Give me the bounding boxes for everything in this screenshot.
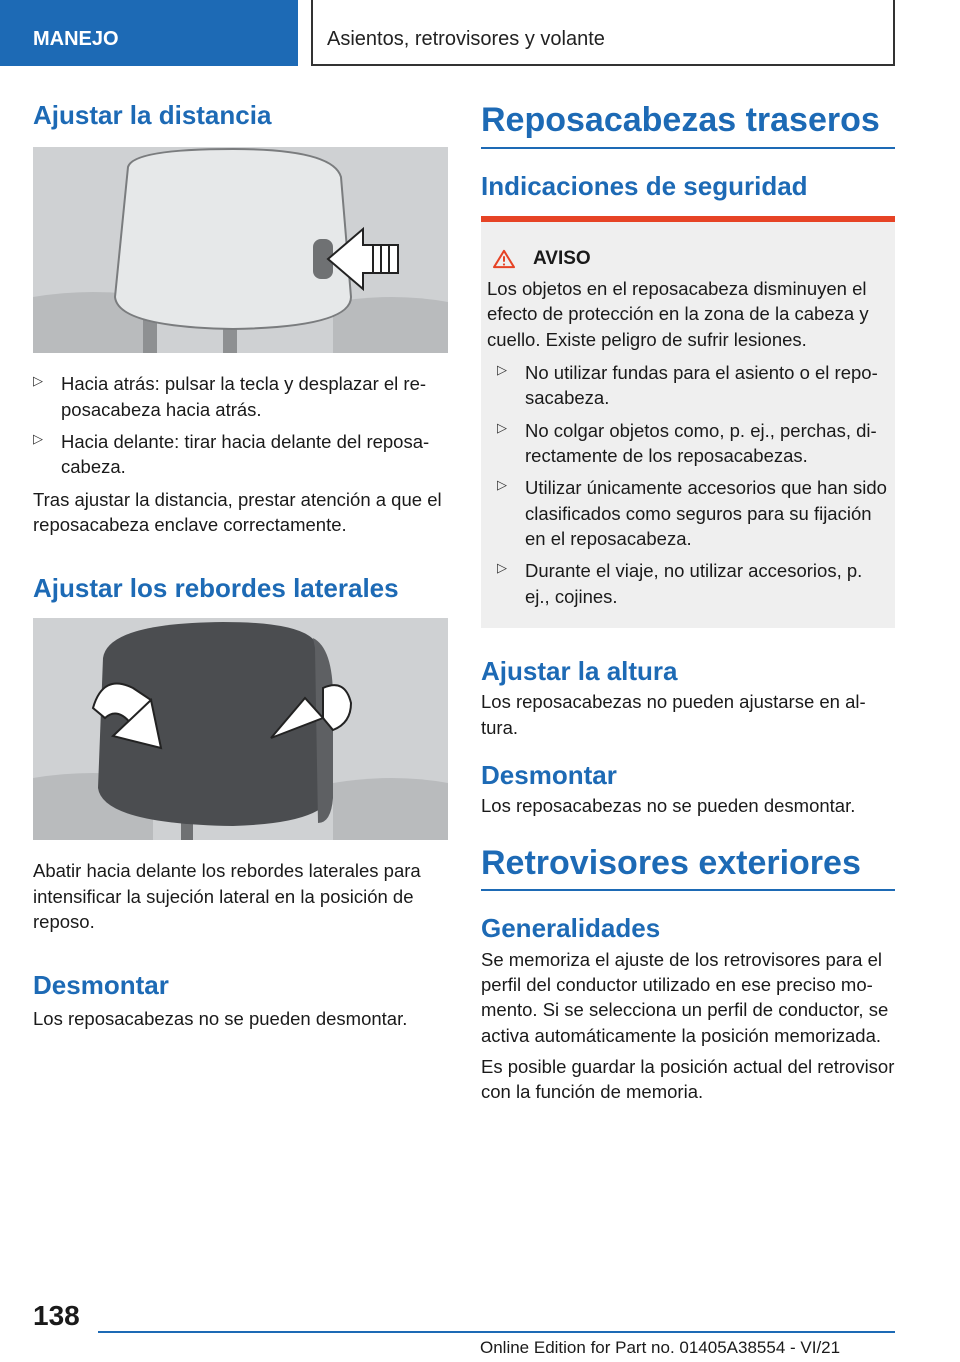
warning-triangle-icon bbox=[491, 249, 517, 269]
general-text-2: Es posible guardar la posición actual del retrovisor con la función de memoria. bbox=[481, 1055, 895, 1103]
remove-heading-right: Desmontar bbox=[481, 759, 617, 790]
triangle-bullet-icon: ▷ bbox=[497, 560, 507, 576]
triangle-bullet-icon: ▷ bbox=[497, 477, 507, 493]
height-heading: Ajustar la altura bbox=[481, 656, 678, 687]
headrest-sides-illustration bbox=[33, 618, 448, 840]
remove-heading-left: Desmontar bbox=[33, 970, 169, 1001]
headrest-distance-illustration bbox=[33, 147, 448, 353]
rear-headrests-title: Reposacabezas traseros bbox=[481, 100, 895, 149]
safety-heading: Indicaciones de seguridad bbox=[481, 170, 808, 201]
list-item: ▷ Hacia atrás: pulsar la tecla y desplazar el reposacabeza hacia atrás. bbox=[33, 373, 427, 420]
footer-rule bbox=[98, 1331, 895, 1333]
height-text: Los reposacabezas no pueden ajustarse en altura. bbox=[481, 691, 866, 738]
warning-box bbox=[481, 216, 895, 628]
mirrors-title: Retrovisores exteriores bbox=[481, 843, 895, 892]
list-item: ▷ Hacia delante: tirar hacia delante del reposacabeza. bbox=[33, 430, 430, 478]
warning-text: Los objetos en el reposacabeza disminuyen el efecto de protección en la zona de la cabeza y cuello. Existe peligro de sufrir lesiones. bbox=[487, 277, 869, 350]
distance-list bbox=[33, 371, 448, 479]
list-item: ▷ No colgar objetos como, p. ej., perchas, directamente de los reposacabezas. bbox=[497, 419, 877, 467]
warning-title bbox=[487, 248, 887, 270]
triangle-bullet-icon: ▷ bbox=[33, 430, 43, 446]
page-number: 138 bbox=[33, 1300, 80, 1331]
remove-text-left: Los reposacabezas no se pueden desmontar. bbox=[33, 1007, 408, 1029]
remove-text-right: Los reposacabezas no se pueden desmontar. bbox=[481, 795, 856, 817]
chapter-title: Asientos, retrovisores y volante bbox=[311, 0, 895, 66]
triangle-bullet-icon: ▷ bbox=[497, 419, 507, 435]
distance-text: Tras ajustar la distancia, prestar atención a que el reposacabeza enclave correctamente. bbox=[33, 488, 442, 535]
triangle-bullet-icon: ▷ bbox=[497, 362, 507, 378]
right-column bbox=[481, 100, 895, 1109]
side-wings-heading: Ajustar los rebordes laterales bbox=[33, 573, 399, 604]
warning-label: AVISO bbox=[533, 247, 591, 269]
page-header bbox=[0, 0, 960, 66]
triangle-bullet-icon: ▷ bbox=[33, 373, 43, 389]
warning-list bbox=[497, 360, 887, 609]
section-tab[interactable]: MANEJO bbox=[0, 0, 298, 66]
list-item: ▷ Durante el viaje, no utilizar accesorios, p. ej., cojines. bbox=[497, 560, 863, 607]
page-footer bbox=[0, 1290, 960, 1357]
side-wings-text: Abatir hacia delante los rebordes laterales para intensificar la sujeción lateral en la posición de reposo. bbox=[33, 860, 421, 933]
left-column bbox=[33, 100, 448, 1035]
edition-text: Online Edition for Part no. 01405A38554 - VI/21 bbox=[480, 1338, 841, 1357]
list-item: ▷ No utilizar fundas para el asiento o el reposacabeza. bbox=[497, 362, 878, 409]
distance-heading: Ajustar la distancia bbox=[33, 100, 272, 130]
list-item: ▷ Utilizar únicamente accesorios que han sido clasificados como seguros para su fijación en el reposacabeza. bbox=[497, 477, 887, 550]
general-text-1: Se memoriza el ajuste de los retrovisores para el perfil del conductor utilizado en ese preciso momento. Si se selecciona un perfil de conductor, se activa automáticamente la posición memorizada. bbox=[481, 948, 889, 1046]
general-heading: Generalidades bbox=[481, 913, 661, 944]
